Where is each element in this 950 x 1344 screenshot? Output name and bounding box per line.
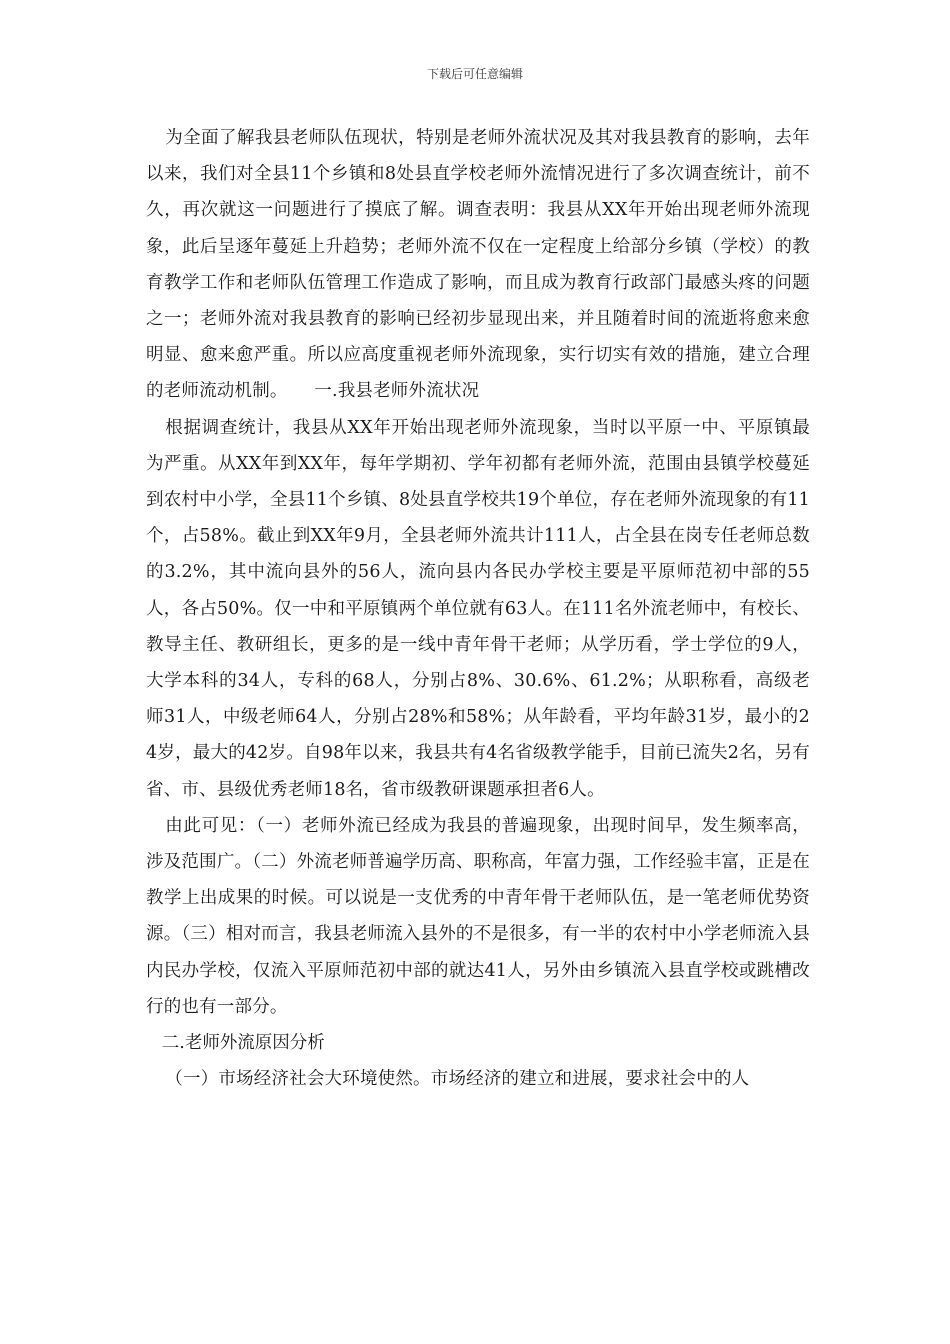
section-heading: 二.老师外流原因分析 <box>161 1033 325 1054</box>
paragraph-cause-one: （一）市场经济社会大环境使然。市场经济的建立和进展，要求社会中的人 <box>165 1069 750 1090</box>
document-body <box>146 120 810 1097</box>
paragraph-statistics: 根据调查统计，我县从XX年开始出现老师外流现象，当时以平原一中、平原镇最为严重。从XX年到XX年，每年学期初、学年初都有老师外流，范围由县镇学校蔓延到农村中小学，全县11个乡镇、8处县直学校共19个单位，存在老师外流现象的有11个，占58%。截止到XX年9月，全县老师外流共计111人，占全县在岗专任老师总数的3.2%，其中流向县外的56人，流向县内各民办学校主要是平原师范初中部的55人，各占50%。仅一中和平原镇两个单位就有63人。在111名外流老师中，有校长、教导主任、教研组长，更多的是一线中青年骨干老师；从学历看，学士学位的9人，大学本科的34人，专科的68人，分别占8%、30.6%、61.2%；从职称看，高级老师31人，中级老师64人，分别占28%和58%；从年龄看，平均年龄31岁，最小的24岁，最大的42岁。自98年以来，我县共有4名省级教学能手，目前已流失2名，另有省、市、县级优秀老师18名，省市级教研课题承担者6人。 <box>146 417 810 800</box>
paragraph-intro: 为全面了解我县老师队伍现状，特别是老师外流状况及其对我县教育的影响，去年以来，我们对全县11个乡镇和8处县直学校老师外流情况进行了多次调查统计，前不久，再次就这一问题进行了摸底了解。调查表明：我县从XX年开始出现老师外流现象，此后呈逐年蔓延上升趋势；老师外流不仅在一定程度上给部分乡镇（学校）的教育教学工作和老师队伍管理工作造成了影响，而且成为教育行政部门最感头疼的问题之一；老师外流对我县教育的影响已经初步显现出来，并且随着时间的流逝将愈来愈明显、愈来愈严重。所以应高度重视老师外流现象，实行切实有效的措施，建立合理的老师流动机制。 一.我县老师外流状况 <box>146 128 810 402</box>
page-header: 下载后可任意编辑 <box>426 67 523 81</box>
paragraph-summary: 由此可见：（一）老师外流已经成为我县的普遍现象，出现时间早，发生频率高，涉及范围广。（二）外流老师普遍学历高、职称高，年富力强，工作经验丰富，正是在教学上出成果的时候。可以说是一支优秀的中青年骨干老师队伍，是一笔老师优势资源。（三）相对而言，我县老师流入县外的不是很多，有一半的农村中小学老师流入县内民办学校，仅流入平原师范初中部的就达41人，另外由乡镇流入县直学校或跳槽改行的也有一部分。 <box>146 815 810 1017</box>
